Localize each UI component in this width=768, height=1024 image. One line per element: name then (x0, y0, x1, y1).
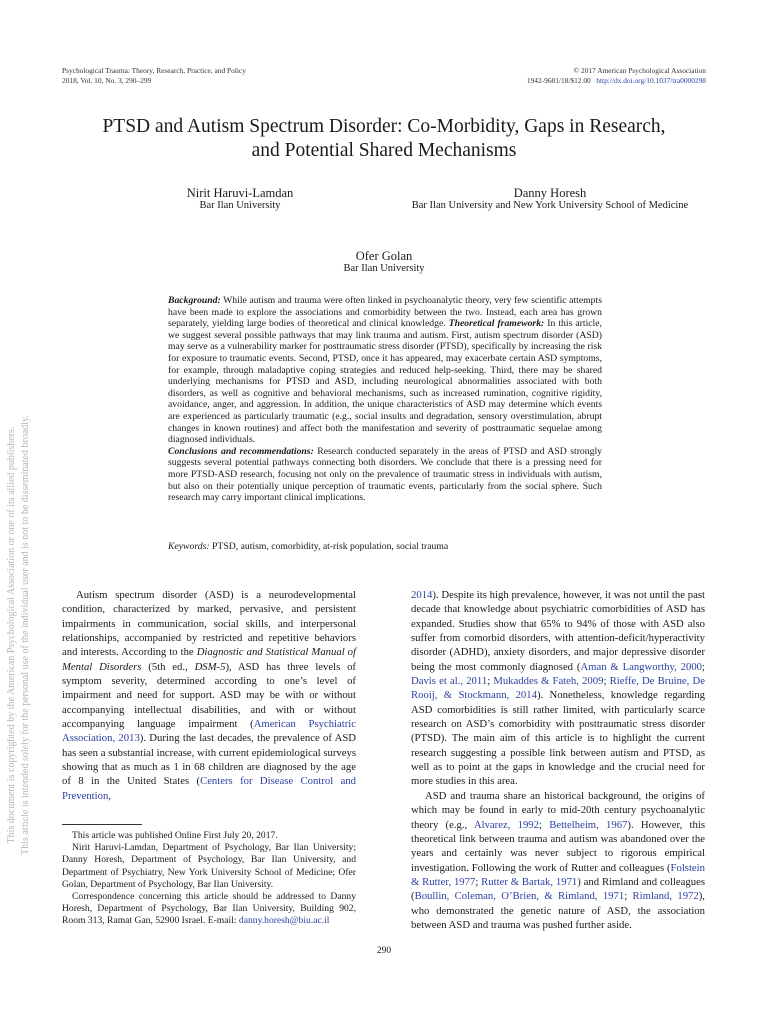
author-name: Nirit Haruvi-Lamdan (186, 186, 294, 200)
journal-name: Psychological Trauma: Theory, Research, Practice, and Policy (62, 66, 246, 75)
citation-link[interactable]: 2014 (411, 589, 433, 601)
copyright-side-notice (5, 275, 39, 995)
abstract-background-label: Background: (168, 295, 221, 306)
keywords-label: Keywords: (168, 541, 210, 552)
title-line-1: PTSD and Autism Spectrum Disorder: Co-Morbidity, Gaps in Research, (102, 116, 666, 137)
journal-volume: 2018, Vol. 10, No. 3, 290–299 (62, 75, 152, 85)
citation-link[interactable]: Rieffe, De Bruine, De Rooij, & Stockmann, 2014 (411, 675, 705, 702)
author-block-3 (284, 250, 484, 275)
footnote-divider (62, 824, 142, 825)
citation-link[interactable]: Alvarez, 1992 (473, 818, 539, 831)
issn: 1942-9681/18/$12.00 (526, 75, 591, 85)
abstract-framework-label: Theoretical framework: (448, 318, 545, 330)
copyright-header (527, 66, 706, 85)
citation-link[interactable]: Aman & Langworthy, 2000 (580, 660, 703, 673)
text-run: ; (603, 675, 610, 688)
footnote-correspondence (62, 891, 356, 928)
side-notice-line-2: This article is intended solely for the personal use of the individual user and is not to be disseminated broadly. (20, 415, 31, 855)
citation-link[interactable]: Mukaddes & Fateh, 2009 (493, 675, 604, 688)
text-run: Correspondence concerning this article should be addressed to Danny Horesh, Department of Psychology, Bar Ilan University, Building 902, Room 313, Ramat Gan, 52900 Israel. E-mail: (62, 891, 356, 927)
text-run: ). During the last decades, the prevalence of ASD has seen a substantial increase, with current epidemiological surveys showing that as much as 1 in 68 children are diagnosed by the age of 8 in the United States ( (62, 732, 356, 788)
footnotes (62, 830, 356, 928)
copyright-notice: © 2017 American Psychological Association (573, 66, 706, 75)
body-paragraph (411, 588, 705, 789)
author-affiliation: Bar Ilan University and New York University School of Medicine (411, 200, 689, 211)
citation-link[interactable]: Folstein & Rutter, 1977 (411, 861, 705, 888)
journal-header (62, 66, 246, 85)
title-line-2: and Potential Shared Mechanisms (251, 140, 517, 161)
body-column-right (411, 588, 705, 932)
issn-doi-line (527, 76, 706, 86)
text-run: ), ASD has three levels of symptom severity, determined according to one’s level of impairment and need for support. ASD may be with or without accompanying intellectual disabilities, and with or without accompanying language impairment ( (62, 660, 356, 731)
text-run: ; (702, 660, 705, 673)
dsm-title: Diagnostic and Statistical Manual of Mental Disorders (62, 646, 356, 673)
author-block-1 (140, 187, 340, 212)
text-run: ). Despite its high prevalence, however, it was not until the past decade that knowledge about psychiatric comorbidities of ASD has expanded. Studies show that 65% to 94% of those with ASD also suffer from comorbid disorders, with attention-deficit/hyperactivity disorder (ADHD), anxiety disorders, and major depressive disorder being the most commonly diagnosed ( (411, 589, 705, 673)
abstract-framework-text: In this article, we suggest several possible pathways that may link trauma and autism. First, autism spectrum disorder (ASD) may serve as a vulnerability marker for posttraumatic stress disorder (PTSD), specifically by increasing the risk for exposure to traumatic events. Second, PTSD, once it has appeared, may exacerbate certain ASD symptoms, for example, through maladaptive coping strategies and reduced help-seeking. Third, there may be shared underlying mechanisms for PTSD and ASD, including neurological abnormalities associated with both disorders, as well as cognitive and behavioral mechanisms, such as increased rumination, cognitive rigidity, avoidance, anger, and aggression. In addition, the unique characteristics of ASD may determine which events are experienced as particularly traumatic (e.g., social insults and degradation, sensory overstimulation, abrupt changes in known routines) and affect both the manifestation and severity of posttraumatic sequelae among diagnosed individuals. (168, 318, 602, 446)
text-run: ; (487, 675, 494, 688)
text-run: ; (475, 875, 482, 888)
text-run: ; (539, 818, 550, 831)
article-title (62, 115, 706, 163)
body-paragraph (411, 789, 705, 932)
author-block-2 (405, 187, 695, 212)
keywords-text: PTSD, autism, comorbidity, at-risk population, social trauma (209, 541, 449, 552)
text-run: ). Nonetheless, knowledge regarding ASD comorbidities is still rather limited, with particularly scarce research on ASD’s comorbidity with posttraumatic stress disorder (PTSD). The main aim of this article is to highlight the current research suggesting a possible link between autism and PTSD, as well as to point at the gaps in knowledge and the crucial need for more studies in this area. (411, 689, 706, 788)
citation-link[interactable]: Boullin, Coleman, O’Brien, & Rimland, 1971 (414, 890, 625, 903)
author-affiliation: Bar Ilan University (343, 263, 425, 274)
citation-link[interactable]: Centers for Disease Control and Prevention, (62, 775, 357, 802)
footnote-affiliations: Nirit Haruvi-Lamdan, Department of Psychology, Bar Ilan University; Danny Horesh, Department of Psychology, Bar Ilan University, and Department of Psychiatry, New York University School of Medicine; Ofer Golan, Department of Psychology, Bar Ilan University. (62, 842, 356, 890)
keywords (168, 541, 602, 553)
citation-link[interactable]: American Psychiatric Association, 2013 (62, 718, 356, 745)
text-run: ). However, this theoretical link between trauma and autism was abandoned over the years and certainly was never subject to rigorous empirical investigation. Following the work of Rutter and colleagues ( (411, 818, 705, 874)
citation-link[interactable]: Bettelheim, 1967 (549, 818, 628, 831)
abstract-background-text: While autism and trauma were often linked in psychoanalytic theory, very few scientific attempts have been made to explore the associations and comorbidity between the two. Instead, each area has grown separately, yielding large bodies of theoretical and clinical knowledge. (168, 295, 602, 330)
text-run: ; (624, 890, 633, 903)
citation-link[interactable]: Davis et al., 2011 (411, 675, 488, 688)
email-link[interactable]: danny.horesh@biu.ac.il (238, 915, 330, 927)
abstract (168, 295, 602, 504)
text-run: ASD and trauma share an historical background, the origins of which may be found in early to mid-20th century psychoanalytic theory (e.g., (411, 789, 705, 831)
abstract-conclusions-label: Conclusions and recommendations: (168, 445, 314, 457)
body-paragraph (62, 588, 356, 803)
side-notice-line-1: This document is copyrighted by the American Psychological Association or one of its allied publishers. (6, 426, 17, 844)
abstract-conclusions-text: Research conducted separately in the areas of PTSD and ASD strongly suggests several potential pathways connecting both disorders. We conclude that there is a pressing need for more PTSD-ASD research, focusing not only on the prevalence of traumatic stress in individuals with autism, but also on their potentially unique perception of traumatic events, particularly from the social sphere. Such research may carry important clinical implications. (168, 445, 602, 504)
body-column-left (62, 588, 356, 803)
citation-link[interactable]: Rimland, 1972 (632, 890, 699, 903)
text-run: (5th ed., (141, 660, 195, 673)
dsm5-abbrev: DSM-5 (194, 660, 226, 673)
citation-link[interactable]: Rutter & Bartak, 1971 (481, 875, 578, 888)
page-number: 290 (376, 946, 392, 956)
author-affiliation: Bar Ilan University (199, 200, 281, 211)
text-run: ) and Rimland and colleagues ( (411, 875, 705, 903)
author-name: Danny Horesh (513, 186, 587, 200)
text-run: Autism spectrum disorder (ASD) is a neurodevelopmental condition, characterized by marked, pervasive, and persistent impairments in communication, social skills, and interpersonal relationships, accompanied by restricted and repetitive behaviors and interests. According to the (62, 589, 356, 659)
author-name: Ofer Golan (355, 249, 413, 263)
text-run: ), who demonstrated the genetic nature of ASD, the association between ASD and trauma was pushed further aside. (411, 890, 705, 931)
footnote-published: This article was published Online First July 20, 2017. (72, 830, 278, 841)
doi-link[interactable]: http://dx.doi.org/10.1037/tra0000298 (596, 75, 706, 85)
